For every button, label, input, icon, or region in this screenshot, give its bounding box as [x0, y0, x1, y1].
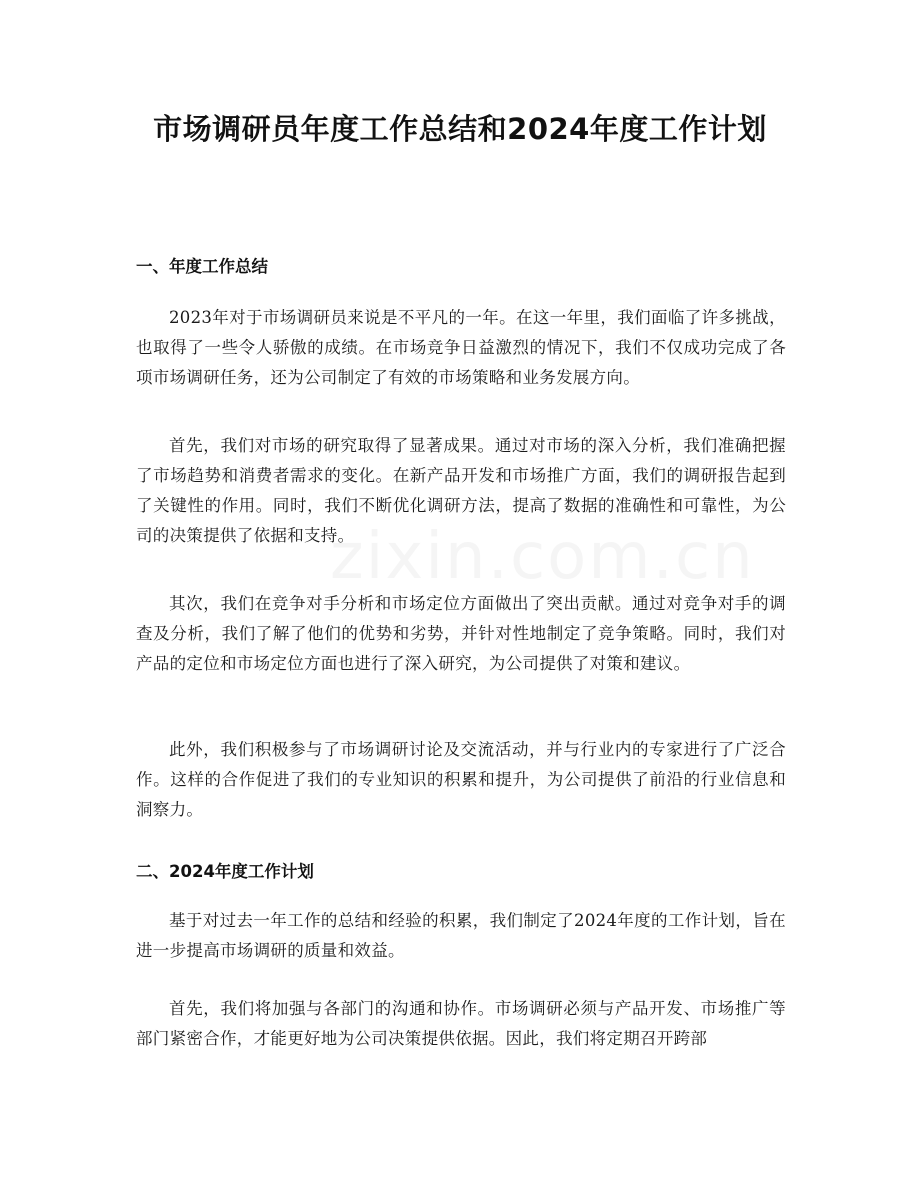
- paragraph: 首先，我们对市场的研究取得了显著成果。通过对市场的深入分析，我们准确把握了市场趋势和消费者需求的变化。在新产品开发和市场推广方面，我们的调研报告起到了关键性的作用。同时，我们不断优化调研方法，提高了数据的准确性和可靠性，为公司的决策提供了依据和支持。: [136, 436, 786, 545]
- paragraph: 其次，我们在竞争对手分析和市场定位方面做出了突出贡献。通过对竞争对手的调查及分析，我们了解了他们的优势和劣势，并针对性地制定了竞争策略。同时，我们对产品的定位和市场定位方面也进行了深入研究，为公司提供了对策和建议。: [136, 594, 786, 673]
- watermark: zixin.com.cn: [330, 520, 755, 594]
- document-title: 市场调研员年度工作总结和2024年度工作计划: [153, 112, 767, 146]
- section-heading-plan: 二、2024年度工作计划: [136, 862, 314, 881]
- paragraph: 2023年对于市场调研员来说是不平凡的一年。在这一年里，我们面临了许多挑战，也取得了一些令人骄傲的成绩。在市场竞争日益激烈的情况下，我们不仅成功完成了各项市场调研任务，还为公司制定了有效的市场策略和业务发展方向。: [136, 308, 786, 387]
- paragraph: 此外，我们积极参与了市场调研讨论及交流活动，并与行业内的专家进行了广泛合作。这样的合作促进了我们的专业知识的积累和提升，为公司提供了前沿的行业信息和洞察力。: [136, 740, 786, 819]
- section-heading-summary: 一、年度工作总结: [136, 257, 268, 276]
- paragraph: 基于对过去一年工作的总结和经验的积累，我们制定了2024年度的工作计划，旨在进一步提高市场调研的质量和效益。: [136, 911, 786, 960]
- paragraph: 首先，我们将加强与各部门的沟通和协作。市场调研必须与产品开发、市场推广等部门紧密合作，才能更好地为公司决策提供依据。因此，我们将定期召开跨部: [136, 999, 786, 1048]
